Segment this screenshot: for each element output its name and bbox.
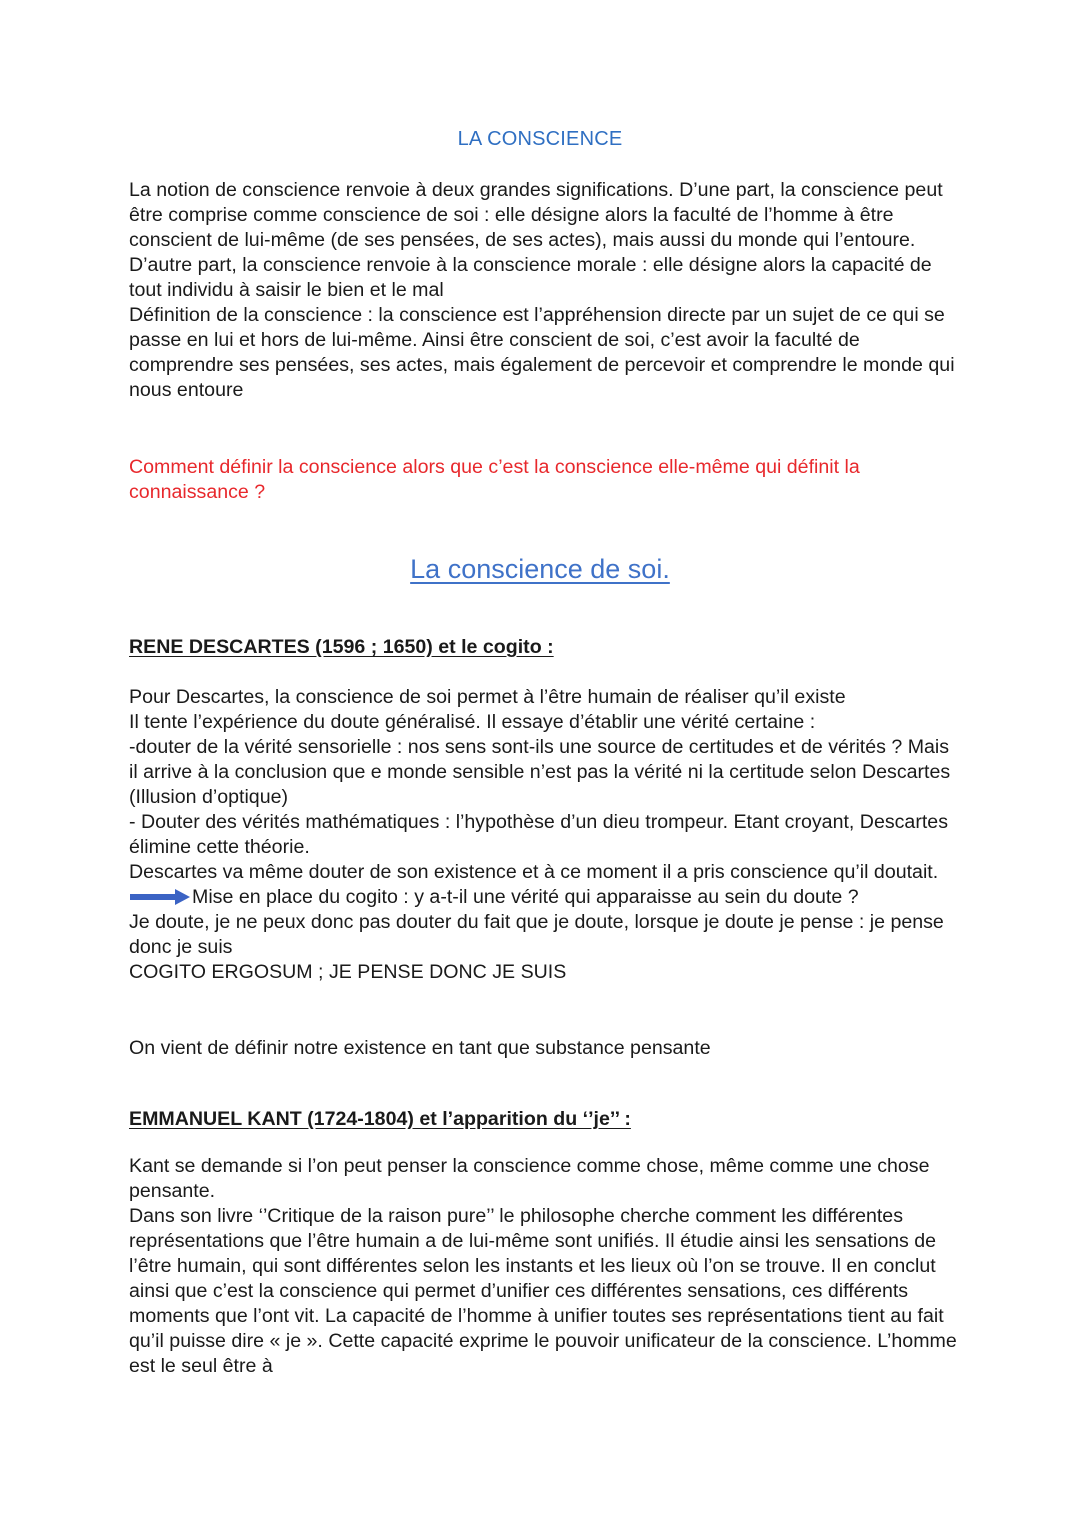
kant-heading: EMMANUEL KANT (1724-1804) et l’apparition du ‘’je’’ :: [129, 1108, 631, 1130]
descartes-line: Pour Descartes, la conscience de soi permet à l’être humain de réaliser qu’il existe: [129, 686, 846, 708]
kant-line: Kant se demande si l’on peut penser la conscience comme chose, même comme une chose pensante.: [129, 1155, 930, 1202]
question-text: Comment définir la conscience alors que c’est la conscience elle-même qui définit la connaissance ?: [129, 456, 860, 503]
descartes-line: Je doute, je ne peux donc pas douter du fait que je doute, lorsque je doute je pense : je pense donc je suis: [129, 911, 944, 958]
kant-block: [129, 1154, 959, 1379]
descartes-block: [129, 685, 959, 985]
intro-block: [129, 178, 959, 403]
cogito-arrow-text: Mise en place du cogito : y a-t-il une vérité qui apparaisse au sein du doute ?: [192, 886, 859, 908]
kant-line: Dans son livre ‘’Critique de la raison pure’’ le philosophe cherche comment les différentes représentations que l’être humain a de lui-même sont unifiés. Il étudie ainsi les sensations de l’être humain, qui sont différentes selon les instants et les lieux où l’on se trouve. Il en conclut ainsi que c’est la conscience qui permet d’unifier ces différentes sensations, ces différents moments que l’ont vit. La capacité de l’homme à unifier toutes ses représentations tient au fait qu’il puisse dire « je ». Cette capacité exprime le pouvoir unificateur de la conscience. L’homme est le seul être à: [129, 1205, 957, 1377]
descartes-conclusion: [129, 1036, 959, 1061]
intro-paragraph: La notion de conscience renvoie à deux grandes significations. D’une part, la conscience peut être comprise comme conscience de soi : elle désigne alors la faculté de l’homme à être conscient de lui-même (de ses pensées, de ses actes), mais aussi du monde qui l’entoure. D’autre part, la conscience renvoie à la conscience morale : elle désigne alors la capacité de tout individu à saisir le bien et le mal: [129, 179, 943, 301]
cogito-arrow-line: [129, 885, 959, 910]
descartes-line: Il tente l’expérience du doute généralisé. Il essaye d’établir une vérité certaine :: [129, 711, 816, 733]
descartes-line: -douter de la vérité sensorielle : nos sens sont-ils une source de certitudes et de vérités ? Mais il arrive à la conclusion que e monde sensible n’est pas la vérité ni la certitude selon Descartes (Illusion d’optique): [129, 736, 951, 808]
section-title: La conscience de soi.: [410, 554, 670, 584]
intro-question: [129, 455, 959, 505]
right-arrow-icon: [129, 889, 191, 905]
descartes-line: - Douter des vérités mathématiques : l’hypothèse d’un dieu trompeur. Etant croyant, Descartes élimine cette théorie.: [129, 811, 948, 858]
document-title: LA CONSCIENCE: [457, 128, 623, 150]
descartes-line: COGITO ERGOSUM ; JE PENSE DONC JE SUIS: [129, 961, 567, 983]
descartes-heading: RENE DESCARTES (1596 ; 1650) et le cogito :: [129, 636, 554, 658]
definition-paragraph: Définition de la conscience : la conscience est l’appréhension directe par un sujet de ce qui se passe en lui et hors de lui-même. Ainsi être conscient de soi, c’est avoir la faculté de comprendre ses pensées, ses actes, mais également de percevoir et comprendre le monde qui nous entoure: [129, 304, 955, 401]
descartes-conclusion-text: On vient de définir notre existence en tant que substance pensante: [129, 1037, 711, 1059]
descartes-line: Descartes va même douter de son existence et à ce moment il a pris conscience qu’il doutait.: [129, 861, 939, 883]
